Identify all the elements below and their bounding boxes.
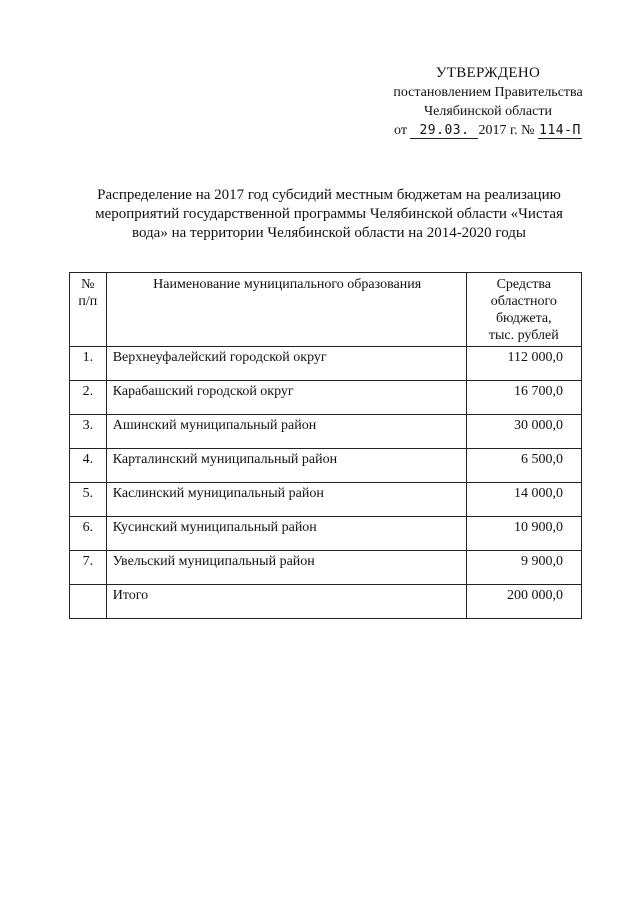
approval-stamp (378, 64, 598, 140)
header-sum-line-1: Средства (496, 277, 552, 292)
table-header-row (70, 273, 582, 347)
row-sum: 16 700,0 (466, 381, 581, 415)
title-line-2: мероприятий государственной программы Челябинской области «Чистая (95, 206, 563, 222)
row-number: 6. (70, 517, 107, 551)
approval-heading: УТВЕРЖДЕНО (435, 65, 541, 81)
header-number-line-1: № (81, 277, 95, 292)
title-line-3: вода» на территории Челябинской области на 2014-2020 годы (132, 225, 526, 241)
header-sum-line-4: тыс. рублей (488, 328, 559, 343)
table-row (70, 449, 582, 483)
row-name: Кусинский муниципальный район (106, 517, 466, 551)
row-sum: 9 900,0 (466, 551, 581, 585)
row-sum: 10 900,0 (466, 517, 581, 551)
row-name: Карабашский городской округ (106, 381, 466, 415)
row-number: 3. (70, 415, 107, 449)
row-number: 4. (70, 449, 107, 483)
approval-line-1: постановлением Правительства (393, 85, 583, 100)
year-number-label: 2017 г. № (478, 123, 535, 138)
table-row (70, 483, 582, 517)
table-row (70, 551, 582, 585)
row-number: 2. (70, 381, 107, 415)
header-sum-line-2: областного (490, 294, 557, 309)
table-row (70, 415, 582, 449)
row-number: 1. (70, 347, 107, 381)
row-name: Каслинский муниципальный район (106, 483, 466, 517)
total-sum: 200 000,0 (466, 585, 581, 619)
total-row (70, 585, 582, 619)
row-sum: 6 500,0 (466, 449, 581, 483)
title-line-1: Распределение на 2017 год субсидий местным бюджетам на реализацию (97, 187, 561, 203)
date-prefix: от (394, 123, 407, 138)
row-sum: 112 000,0 (466, 347, 581, 381)
approval-date-line (378, 121, 598, 140)
approval-line-2: Челябинской области (424, 104, 552, 119)
header-sum-line-3: бюджета, (495, 311, 552, 326)
handwritten-number: 114-П (539, 123, 581, 138)
row-name: Увельский муниципальный район (106, 551, 466, 585)
header-number-line-2: п/п (78, 294, 98, 309)
handwritten-date: 29.03. (410, 124, 478, 139)
row-number: 5. (70, 483, 107, 517)
header-sum (466, 273, 581, 347)
row-sum: 30 000,0 (466, 415, 581, 449)
row-name: Карталинский муниципальный район (106, 449, 466, 483)
row-number: 7. (70, 551, 107, 585)
table-row (70, 381, 582, 415)
document-title (80, 186, 578, 243)
distribution-table (69, 272, 582, 619)
total-label: Итого (106, 585, 466, 619)
row-name: Ашинский муниципальный район (106, 415, 466, 449)
row-sum: 14 000,0 (466, 483, 581, 517)
total-number (70, 585, 107, 619)
row-name: Верхнеуфалейский городской округ (106, 347, 466, 381)
table-row (70, 347, 582, 381)
header-name: Наименование муниципального образования (106, 273, 466, 347)
header-number (70, 273, 107, 347)
table-row (70, 517, 582, 551)
